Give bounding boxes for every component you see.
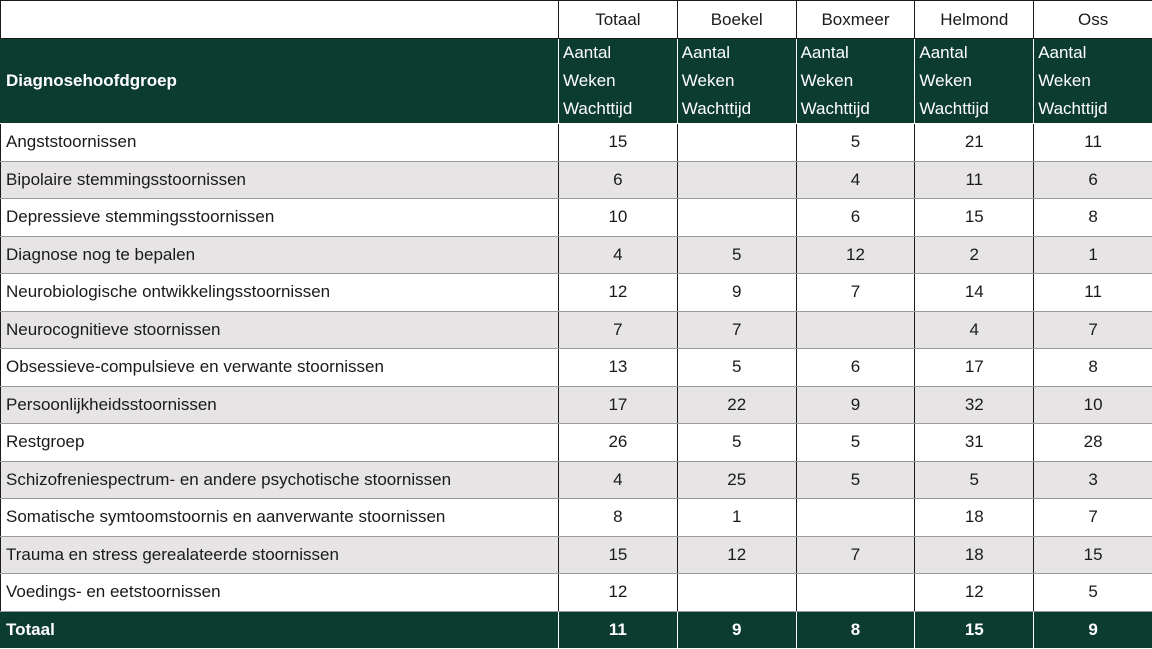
table-row xyxy=(1,386,1152,424)
waiting-weeks-cell: 1 xyxy=(1034,236,1152,274)
diagnosis-label: Diagnose nog te bepalen xyxy=(1,236,559,274)
waiting-weeks-cell: 13 xyxy=(559,349,678,387)
waiting-weeks-cell: 15 xyxy=(915,199,1034,237)
total-weeks-cell: 15 xyxy=(915,611,1034,648)
metric-header xyxy=(677,39,796,124)
waiting-weeks-cell: 5 xyxy=(796,461,915,499)
waiting-weeks-cell: 18 xyxy=(915,536,1034,574)
table-row xyxy=(1,124,1152,162)
waiting-weeks-cell: 11 xyxy=(1034,274,1152,312)
location-header: Boxmeer xyxy=(796,1,915,39)
waiting-weeks-cell: 14 xyxy=(915,274,1034,312)
waiting-weeks-cell: 5 xyxy=(677,236,796,274)
location-header: Totaal xyxy=(559,1,678,39)
waiting-weeks-cell: 12 xyxy=(796,236,915,274)
waiting-weeks-cell: 21 xyxy=(915,124,1034,162)
waiting-weeks-cell: 5 xyxy=(1034,574,1152,612)
metric-header-row xyxy=(1,39,1152,124)
location-header-row xyxy=(1,1,1152,39)
table-body xyxy=(1,1,1152,649)
waiting-weeks-cell: 31 xyxy=(915,424,1034,462)
waiting-weeks-cell: 4 xyxy=(796,161,915,199)
waiting-weeks-cell: 4 xyxy=(559,236,678,274)
waiting-weeks-cell: 18 xyxy=(915,499,1034,537)
metric-header-line: Wachttijd xyxy=(563,95,677,123)
metric-header-line: Aantal xyxy=(682,39,796,67)
waiting-weeks-cell: 15 xyxy=(559,124,678,162)
metric-header-line: Wachttijd xyxy=(1038,95,1152,123)
table-row xyxy=(1,274,1152,312)
waiting-weeks-cell: 4 xyxy=(915,311,1034,349)
waiting-weeks-cell: 12 xyxy=(677,536,796,574)
metric-header-line: Weken xyxy=(919,67,1033,95)
waiting-weeks-cell: 10 xyxy=(1034,386,1152,424)
waiting-weeks-cell: 2 xyxy=(915,236,1034,274)
diagnosis-label: Depressieve stemmingsstoornissen xyxy=(1,199,559,237)
waiting-weeks-cell: 8 xyxy=(1034,199,1152,237)
waiting-weeks-cell: 12 xyxy=(915,574,1034,612)
metric-header-line: Weken xyxy=(563,67,677,95)
waiting-weeks-cell: 25 xyxy=(677,461,796,499)
metric-header-line: Wachttijd xyxy=(682,95,796,123)
table-row xyxy=(1,349,1152,387)
waiting-weeks-cell: 12 xyxy=(559,574,678,612)
total-row xyxy=(1,611,1152,648)
waiting-weeks-cell: 17 xyxy=(915,349,1034,387)
metric-header-line: Weken xyxy=(1038,67,1152,95)
table-row xyxy=(1,161,1152,199)
waiting-weeks-cell: 11 xyxy=(1034,124,1152,162)
waiting-weeks-cell: 5 xyxy=(915,461,1034,499)
waiting-weeks-cell: 7 xyxy=(796,536,915,574)
waiting-weeks-cell: 8 xyxy=(1034,349,1152,387)
diagnosis-label: Schizofreniespectrum- en andere psychotische stoornissen xyxy=(1,461,559,499)
metric-header-line: Weken xyxy=(682,67,796,95)
table-row xyxy=(1,574,1152,612)
diagnosis-group-header: Diagnosehoofdgroep xyxy=(1,39,559,124)
metric-header-line: Aantal xyxy=(1038,39,1152,67)
waiting-weeks-cell: 22 xyxy=(677,386,796,424)
waiting-weeks-cell: 6 xyxy=(796,199,915,237)
diagnosis-label: Restgroep xyxy=(1,424,559,462)
waiting-weeks-cell: 5 xyxy=(796,124,915,162)
table-row xyxy=(1,536,1152,574)
diagnosis-label: Obsessieve-compulsieve en verwante stoornissen xyxy=(1,349,559,387)
diagnosis-label: Trauma en stress gerealateerde stoornissen xyxy=(1,536,559,574)
metric-header xyxy=(1034,39,1152,124)
waiting-weeks-cell: 10 xyxy=(559,199,678,237)
waiting-weeks-cell: 6 xyxy=(559,161,678,199)
waiting-weeks-cell xyxy=(796,499,915,537)
waiting-weeks-cell xyxy=(796,311,915,349)
metric-header xyxy=(559,39,678,124)
waiting-weeks-cell xyxy=(677,124,796,162)
metric-header-line: Wachttijd xyxy=(919,95,1033,123)
waiting-weeks-cell: 15 xyxy=(1034,536,1152,574)
waiting-weeks-cell: 12 xyxy=(559,274,678,312)
waiting-weeks-cell: 26 xyxy=(559,424,678,462)
table-row xyxy=(1,424,1152,462)
metric-header-line: Weken xyxy=(801,67,915,95)
location-header: Boekel xyxy=(677,1,796,39)
table-row xyxy=(1,199,1152,237)
total-label: Totaal xyxy=(1,611,559,648)
waiting-weeks-cell: 6 xyxy=(1034,161,1152,199)
diagnosis-label: Bipolaire stemmingsstoornissen xyxy=(1,161,559,199)
metric-header xyxy=(915,39,1034,124)
table-row xyxy=(1,236,1152,274)
diagnosis-label: Voedings- en eetstoornissen xyxy=(1,574,559,612)
diagnosis-label: Persoonlijkheidsstoornissen xyxy=(1,386,559,424)
diagnosis-label: Neurocognitieve stoornissen xyxy=(1,311,559,349)
waiting-weeks-cell: 3 xyxy=(1034,461,1152,499)
waiting-weeks-cell: 17 xyxy=(559,386,678,424)
waiting-weeks-cell: 4 xyxy=(559,461,678,499)
waiting-weeks-cell: 8 xyxy=(559,499,678,537)
waiting-weeks-cell: 7 xyxy=(796,274,915,312)
waiting-weeks-cell xyxy=(677,161,796,199)
metric-header xyxy=(796,39,915,124)
waiting-weeks-cell: 7 xyxy=(1034,499,1152,537)
waiting-weeks-cell: 32 xyxy=(915,386,1034,424)
metric-header-line: Wachttijd xyxy=(801,95,915,123)
waiting-weeks-cell xyxy=(677,574,796,612)
waiting-weeks-cell: 9 xyxy=(796,386,915,424)
table-row xyxy=(1,461,1152,499)
location-header: Helmond xyxy=(915,1,1034,39)
total-weeks-cell: 9 xyxy=(677,611,796,648)
waiting-weeks-cell: 7 xyxy=(1034,311,1152,349)
waiting-weeks-cell: 9 xyxy=(677,274,796,312)
waiting-weeks-cell: 7 xyxy=(677,311,796,349)
waiting-weeks-cell: 5 xyxy=(677,424,796,462)
metric-header-line: Aantal xyxy=(919,39,1033,67)
corner-cell xyxy=(1,1,559,39)
total-weeks-cell: 8 xyxy=(796,611,915,648)
waiting-weeks-cell: 6 xyxy=(796,349,915,387)
metric-header-line: Aantal xyxy=(563,39,677,67)
table-row xyxy=(1,499,1152,537)
total-weeks-cell: 11 xyxy=(559,611,678,648)
waiting-weeks-cell: 5 xyxy=(677,349,796,387)
waiting-weeks-cell: 11 xyxy=(915,161,1034,199)
diagnosis-label: Angststoornissen xyxy=(1,124,559,162)
location-header: Oss xyxy=(1034,1,1152,39)
diagnosis-label: Somatische symtoomstoornis en aanverwante stoornissen xyxy=(1,499,559,537)
waiting-weeks-cell: 5 xyxy=(796,424,915,462)
table-row xyxy=(1,311,1152,349)
waiting-weeks-cell: 15 xyxy=(559,536,678,574)
waiting-weeks-cell: 7 xyxy=(559,311,678,349)
waiting-weeks-cell xyxy=(677,199,796,237)
diagnosis-label: Neurobiologische ontwikkelingsstoornissen xyxy=(1,274,559,312)
waiting-weeks-cell: 1 xyxy=(677,499,796,537)
total-weeks-cell: 9 xyxy=(1034,611,1152,648)
waiting-weeks-cell: 28 xyxy=(1034,424,1152,462)
metric-header-line: Aantal xyxy=(801,39,915,67)
waiting-weeks-cell xyxy=(796,574,915,612)
